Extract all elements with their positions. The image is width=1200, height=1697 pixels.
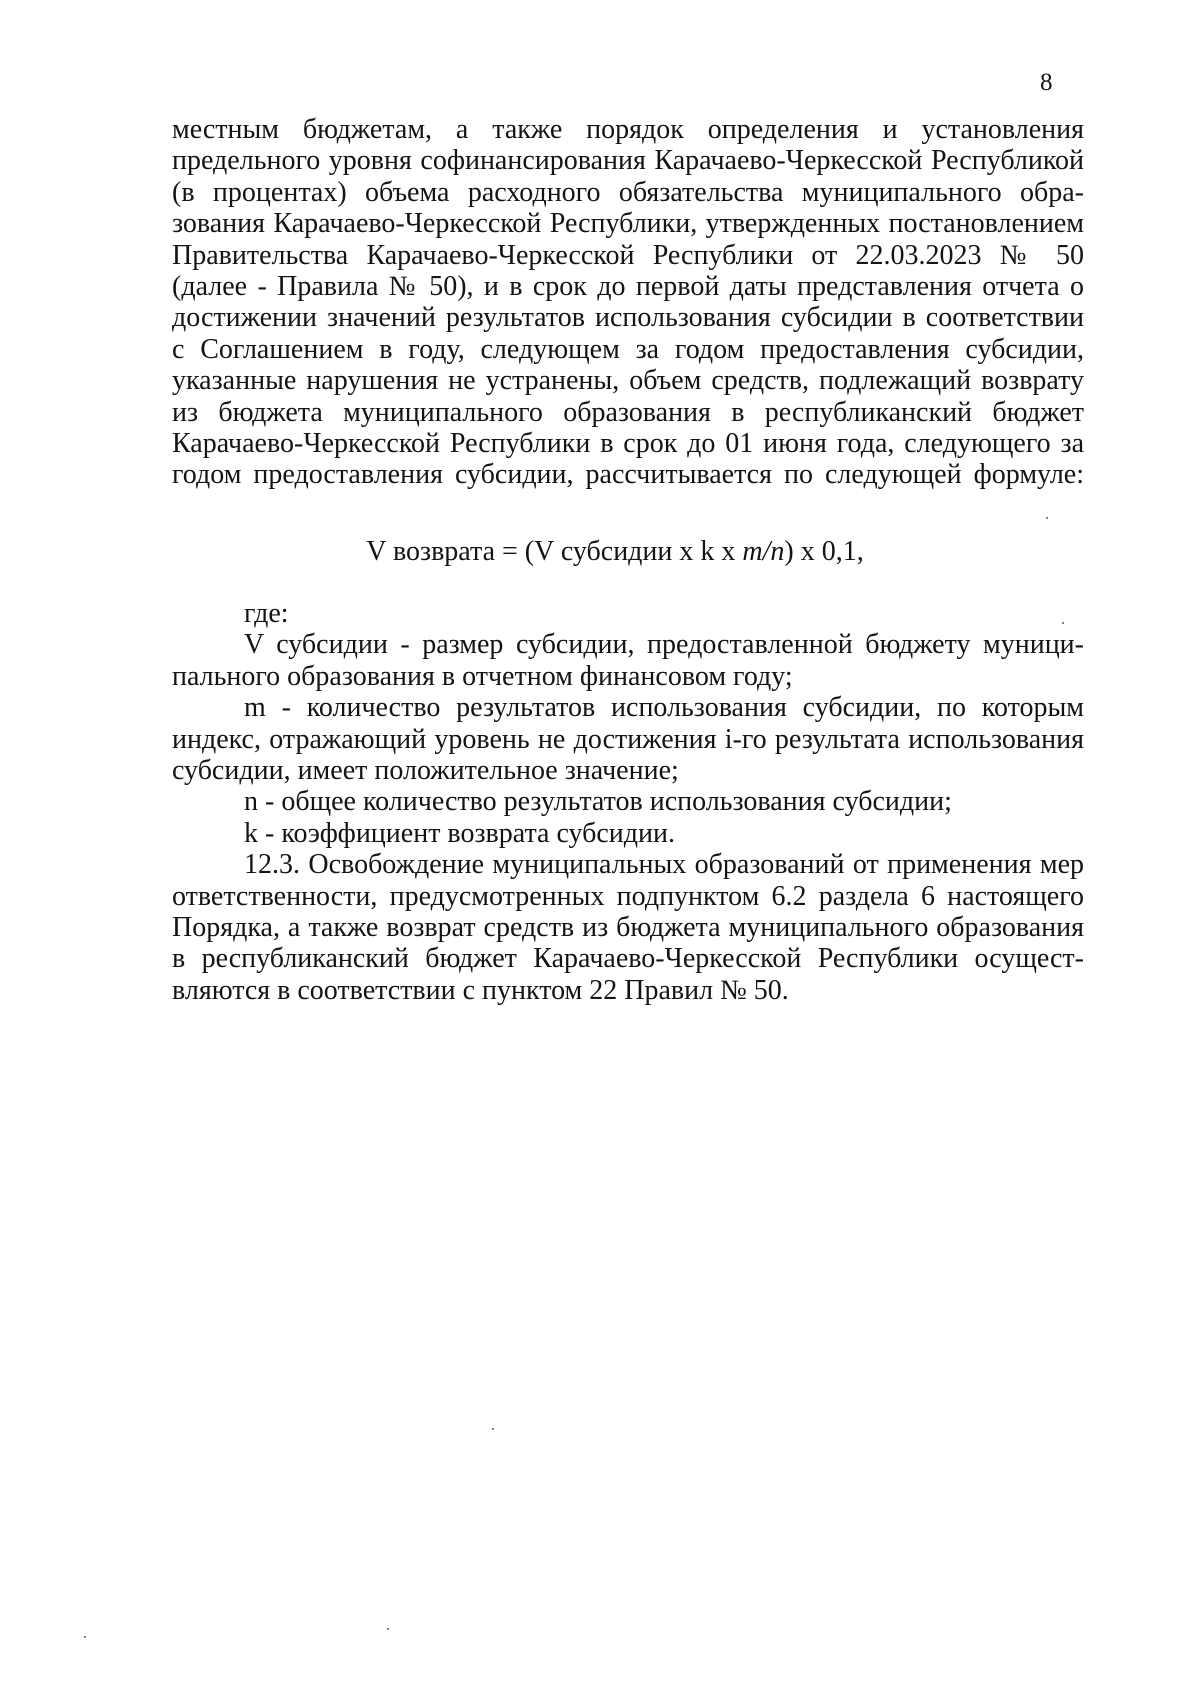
- scan-speck: [1062, 622, 1064, 624]
- text-line: зования Карачаево-Черкесской Республики, утвержденных постановлением: [172, 208, 1084, 240]
- m-definition: m - количество результатов использования субсидии, по которым: [244, 692, 1084, 724]
- text-line: местным бюджетам, а также порядок определения и установления: [172, 114, 1084, 145]
- text-line: (далее - Правила № 50), и в срок до первой даты представления отчета о: [172, 270, 1084, 302]
- text-line: (в процентах) объема расходного обязательства муниципального обра-: [172, 176, 1084, 208]
- scan-speck: [1046, 517, 1048, 519]
- clause-12-3: ответственности, предусмотренных подпунктом 6.2 раздела 6 настоящего: [172, 880, 1084, 912]
- return-formula: [0, 536, 1200, 568]
- scan-speck: [492, 1428, 494, 1430]
- m-definition: индекс, отражающий уровень не достижения i-го результата использования: [172, 723, 1084, 755]
- page-number: 8: [1040, 69, 1053, 96]
- k-definition: k - коэффициент возврата субсидии.: [244, 817, 676, 849]
- formula-suffix: ) x 0,1,: [784, 536, 864, 567]
- paragraph-continuation: [172, 114, 1084, 491]
- m-definition: субсидии, имеет положительное значение;: [172, 754, 679, 786]
- definitions-block: [172, 598, 1084, 1006]
- text-line: Правительства Карачаево-Черкесской Республики от 22.03.2023 № 50: [172, 239, 1084, 271]
- formula-prefix: V возврата = (V субсидии x k x: [366, 536, 743, 567]
- text-line: указанные нарушения не устранены, объем средств, подлежащий возврату: [172, 365, 1084, 397]
- clause-12-3: в республиканский бюджет Карачаево-Черкесской Республики осущест-: [172, 943, 1084, 975]
- clause-12-3: 12.3. Освобождение муниципальных образований от применения мер: [244, 849, 1084, 881]
- n-definition: n - общее количество результатов использования субсидии;: [244, 786, 952, 818]
- text-line: Карачаево-Черкесской Республики в срок до 01 июня года, следующего за: [172, 427, 1084, 459]
- text-line: достижении значений результатов использования субсидии в соответствии: [172, 302, 1084, 334]
- scan-speck: [387, 1628, 389, 1630]
- v-subsidy-definition: V субсидии - размер субсидии, предоставленной бюджету муници-: [244, 629, 1084, 661]
- clause-12-3: вляются в соответствии с пунктом 22 Правил № 50.: [172, 974, 789, 1006]
- text-line: с Соглашением в году, следующем за годом предоставления субсидии,: [172, 333, 1084, 365]
- clause-12-3: Порядка, а также возврат средств из бюджета муниципального образования: [172, 911, 1084, 943]
- text-line: годом предоставления субсидии, рассчитывается по следующей формуле:: [172, 459, 1084, 491]
- where-label: где:: [244, 598, 289, 629]
- formula-ratio: m/n: [742, 536, 785, 567]
- text-line: предельного уровня софинансирования Карачаево-Черкесской Республикой: [172, 145, 1084, 177]
- v-subsidy-definition: пального образования в отчетном финансовом году;: [172, 660, 793, 692]
- text-line: из бюджета муниципального образования в республиканский бюджет: [172, 396, 1084, 428]
- scan-speck: [84, 1636, 86, 1638]
